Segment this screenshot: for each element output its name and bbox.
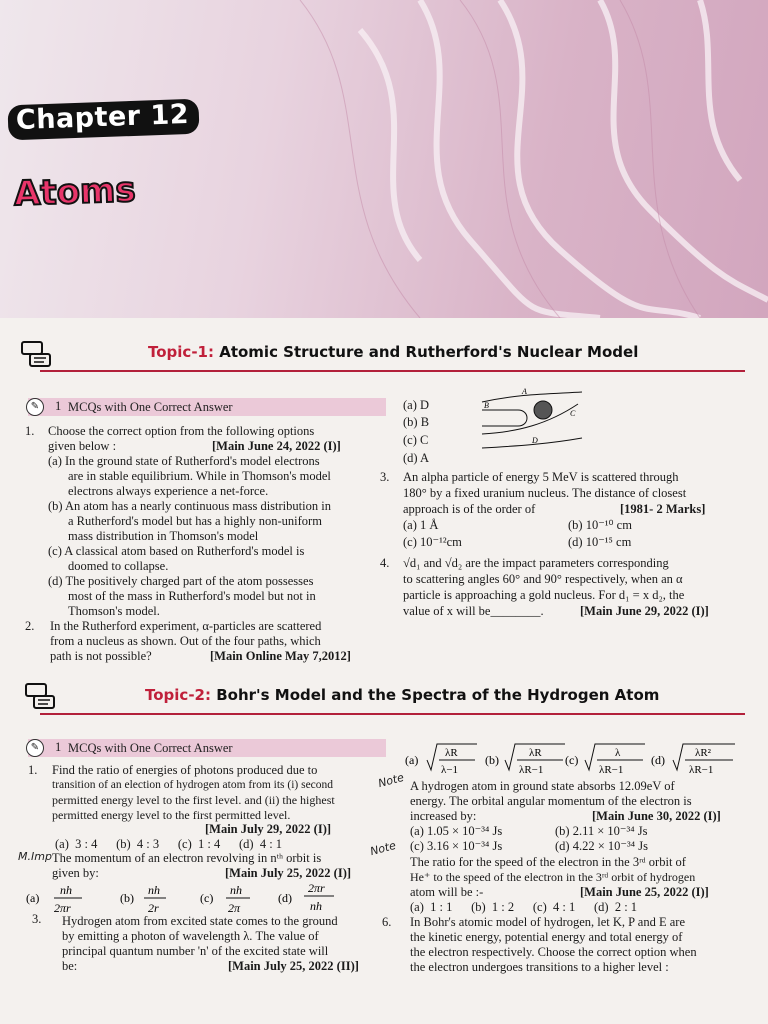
question-text: the electron respectively. Choose the correct option when bbox=[410, 945, 697, 959]
handwritten-note: Note bbox=[376, 770, 406, 791]
topic-2-number: Topic-2: bbox=[145, 686, 211, 704]
question-text: An alpha particle of energy 5 MeV is scattered through bbox=[403, 470, 679, 484]
question-number: 1. bbox=[25, 424, 35, 438]
mcq-badge-icon: ✎ bbox=[26, 739, 44, 757]
svg-text:λR: λR bbox=[529, 747, 542, 759]
path-label-b: B bbox=[484, 401, 489, 410]
exam-tag: [Main June 25, 2022 (I)] bbox=[580, 885, 709, 899]
option-text: (c) C bbox=[403, 433, 429, 447]
exam-tag: [Main June 24, 2022 (I)] bbox=[212, 439, 341, 453]
option-text: (d) A bbox=[403, 451, 430, 465]
svg-text:2πr: 2πr bbox=[308, 881, 325, 895]
option-text: (b) An atom has a nearly continuous mass distribution in bbox=[48, 499, 331, 513]
question-text: be: bbox=[62, 959, 78, 973]
question-text: Hydrogen atom from excited state comes to the ground bbox=[62, 914, 338, 928]
exam-tag: [Main July 25, 2022 (II)] bbox=[228, 959, 359, 973]
question-text: The momentum of an electron revolving in nᵗʰ orbit is bbox=[52, 851, 322, 865]
option-text: (c) 3.16 × 10⁻³⁴ Js bbox=[410, 839, 503, 853]
question-text: particle is approaching a gold nucleus. For d₁ = x d₂, the bbox=[403, 588, 685, 602]
topic-2-title: Bohr's Model and the Spectra of the Hydrogen Atom bbox=[210, 686, 660, 704]
option-text: Thomson's model. bbox=[68, 604, 160, 618]
mcq-section-heading bbox=[28, 398, 386, 416]
handwritten-mark: M.Imp bbox=[18, 850, 52, 863]
svg-text:nh: nh bbox=[230, 883, 242, 897]
question-number: 3. bbox=[32, 912, 42, 926]
svg-text:2π: 2π bbox=[228, 901, 241, 915]
svg-text:2r: 2r bbox=[148, 901, 159, 915]
question-number: 4. bbox=[380, 556, 390, 570]
mcq-badge-icon: ✎ bbox=[26, 398, 44, 416]
exam-tag: [Main July 25, 2022 (I)] bbox=[225, 866, 352, 880]
mcq-section-heading bbox=[28, 739, 386, 757]
question-text: In the Rutherford experiment, α-particles are scattered bbox=[50, 619, 322, 633]
svg-text:nh: nh bbox=[310, 899, 322, 913]
svg-text:λ: λ bbox=[615, 747, 621, 759]
question-number: 1. bbox=[28, 763, 38, 777]
question-text: Choose the correct option from the following options bbox=[48, 424, 315, 438]
svg-text:λ−1: λ−1 bbox=[441, 764, 459, 776]
question-text: A hydrogen atom in ground state absorbs 12.09eV of bbox=[410, 779, 675, 793]
question-number: 2. bbox=[25, 619, 35, 633]
option-text: (d) 4.22 × 10⁻³⁴ Js bbox=[555, 839, 648, 853]
question-text: the kinetic energy, potential energy and total energy of bbox=[410, 930, 683, 944]
question-text: Find the ratio of energies of photons produced due to bbox=[52, 763, 318, 777]
svg-text:nh: nh bbox=[60, 883, 72, 897]
mcq-heading-text: MCQs with One Correct Answer bbox=[68, 400, 233, 414]
option-text: (a) D bbox=[403, 398, 430, 412]
path-label-a: A bbox=[522, 388, 527, 396]
topic-2-heading bbox=[145, 686, 659, 704]
svg-text:λR−1: λR−1 bbox=[599, 764, 624, 776]
handwritten-note: Note bbox=[368, 838, 398, 859]
option-text: (a) In the ground state of Rutherford's model electrons bbox=[48, 454, 320, 468]
svg-text:λR: λR bbox=[445, 747, 458, 759]
discussion-icon bbox=[24, 682, 56, 716]
svg-text:(d): (d) bbox=[278, 891, 292, 905]
question-text: The ratio for the speed of the electron in the 3ʳᵈ orbit of bbox=[410, 855, 686, 869]
topic-1-heading bbox=[148, 343, 638, 361]
question-text: by emitting a photon of wavelength λ. The value of bbox=[62, 929, 319, 943]
question-text: principal quantum number 'n' of the excited state will bbox=[62, 944, 329, 958]
question-text: transition of an election of hydrogen atom from its (i) second bbox=[52, 779, 334, 791]
option-text: (c) 10⁻¹²cm bbox=[403, 535, 462, 549]
svg-text:(d): (d) bbox=[651, 753, 665, 767]
option-text: (d) The positively charged part of the atom possesses bbox=[48, 574, 314, 588]
option-text: (b) 10⁻¹⁰ cm bbox=[568, 518, 632, 532]
topic-1-rule bbox=[40, 370, 745, 372]
question-text: permitted energy level to the first level. and (ii) the highest bbox=[52, 793, 335, 807]
question-text: increased by: bbox=[410, 809, 477, 823]
option-text: (b) B bbox=[403, 415, 430, 429]
mcq-heading-number: 1 bbox=[55, 740, 62, 754]
svg-text:nh: nh bbox=[148, 883, 160, 897]
chapter-title: Atoms bbox=[13, 169, 137, 215]
svg-text:(c): (c) bbox=[565, 753, 579, 767]
question-text: from a nucleus as shown. Out of the four paths, which bbox=[50, 634, 321, 648]
svg-text:(a): (a) bbox=[405, 753, 419, 767]
topic-1-number: Topic-1: bbox=[148, 343, 214, 361]
exam-tag: [1981- 2 Marks] bbox=[620, 502, 706, 516]
question-text: to scattering angles 60° and 90° respectively, when an α bbox=[403, 572, 683, 586]
question-number: 6. bbox=[382, 915, 392, 929]
question-text: √d₁ and √d₂ are the impact parameters corresponding bbox=[403, 556, 669, 570]
exam-tag: [Main June 29, 2022 (I)] bbox=[580, 604, 709, 618]
exam-tag: [Main July 29, 2022 (I)] bbox=[205, 822, 332, 836]
mcq-heading-number: 1 bbox=[55, 399, 62, 413]
option-text: (b) 2.11 × 10⁻³⁴ Js bbox=[555, 824, 648, 838]
question-text: permitted energy level to the first permitted level. bbox=[52, 808, 291, 822]
question-text: energy. The orbital angular momentum of the electron is bbox=[410, 794, 692, 808]
question-number: 3. bbox=[380, 470, 390, 484]
question-text: given below : bbox=[48, 439, 117, 453]
option-text: electrons always experience a net-force. bbox=[68, 484, 269, 498]
question-text: approach is of the order of bbox=[403, 502, 536, 516]
svg-text:(b): (b) bbox=[485, 753, 499, 767]
svg-text:(c): (c) bbox=[200, 891, 214, 905]
option-text: most of the mass in Rutherford's model but not in bbox=[68, 589, 316, 603]
quantum-number-options bbox=[405, 740, 750, 780]
option-text: (c) A classical atom based on Rutherford's model is bbox=[48, 544, 305, 558]
mcq-heading-text: MCQs with One Correct Answer bbox=[68, 741, 233, 755]
question-text: He⁺ to the speed of the electron in the 3ʳᵈ orbit of hydrogen bbox=[410, 870, 696, 884]
svg-text:2πr: 2πr bbox=[54, 901, 71, 915]
exam-tag: [Main Online May 7,2012] bbox=[210, 649, 351, 663]
option-text: are in stable equilibrium. While in Thomson's model bbox=[68, 469, 331, 483]
svg-text:λR−1: λR−1 bbox=[519, 764, 544, 776]
question-text: atom will be :- bbox=[410, 885, 484, 899]
question-text: the electron undergoes transitions to a higher level : bbox=[410, 960, 669, 974]
question-text: In Bohr's atomic model of hydrogen, let K, P and E are bbox=[410, 915, 685, 929]
question-text: given by: bbox=[52, 866, 99, 880]
svg-text:λR²: λR² bbox=[695, 747, 711, 759]
option-row: (a) 1 : 1 (b) 1 : 2 (c) 4 : 1 (d) 2 : 1 bbox=[410, 900, 638, 914]
chapter-number-label: Chapter 12 bbox=[7, 99, 199, 141]
path-label-d: D bbox=[532, 436, 538, 445]
option-text: (a) 1.05 × 10⁻³⁴ Js bbox=[410, 824, 503, 838]
option-text: (d) 10⁻¹⁵ cm bbox=[568, 535, 632, 549]
option-row: (a) 3 : 4 (b) 4 : 3 (c) 1 : 4 (d) 4 : 1 bbox=[55, 837, 283, 851]
exam-tag: [Main June 30, 2022 (I)] bbox=[592, 809, 721, 823]
question-text: 180° by a fixed uranium nucleus. The distance of closest bbox=[403, 486, 687, 500]
banner-swirl-decoration bbox=[0, 0, 768, 318]
option-text: a Rutherford's model but has a highly non-uniform bbox=[68, 514, 322, 528]
question-text: path is not possible? bbox=[50, 649, 152, 663]
svg-text:(b): (b) bbox=[120, 891, 134, 905]
svg-text:(a): (a) bbox=[26, 891, 40, 905]
svg-text:λR−1: λR−1 bbox=[689, 764, 714, 776]
chapter-banner bbox=[0, 0, 768, 318]
rutherford-scattering-diagram bbox=[478, 388, 588, 458]
option-text: mass distribution in Thomson's model bbox=[68, 529, 259, 543]
discussion-icon bbox=[20, 340, 52, 374]
path-label-c: C bbox=[570, 409, 576, 418]
topic-1-title: Atomic Structure and Rutherford's Nuclear Model bbox=[213, 343, 639, 361]
topic-2-rule bbox=[40, 713, 745, 715]
option-text: doomed to collapse. bbox=[68, 559, 169, 573]
option-text: (a) 1 Å bbox=[403, 518, 439, 532]
question-text: value of x will be________. bbox=[403, 604, 544, 618]
